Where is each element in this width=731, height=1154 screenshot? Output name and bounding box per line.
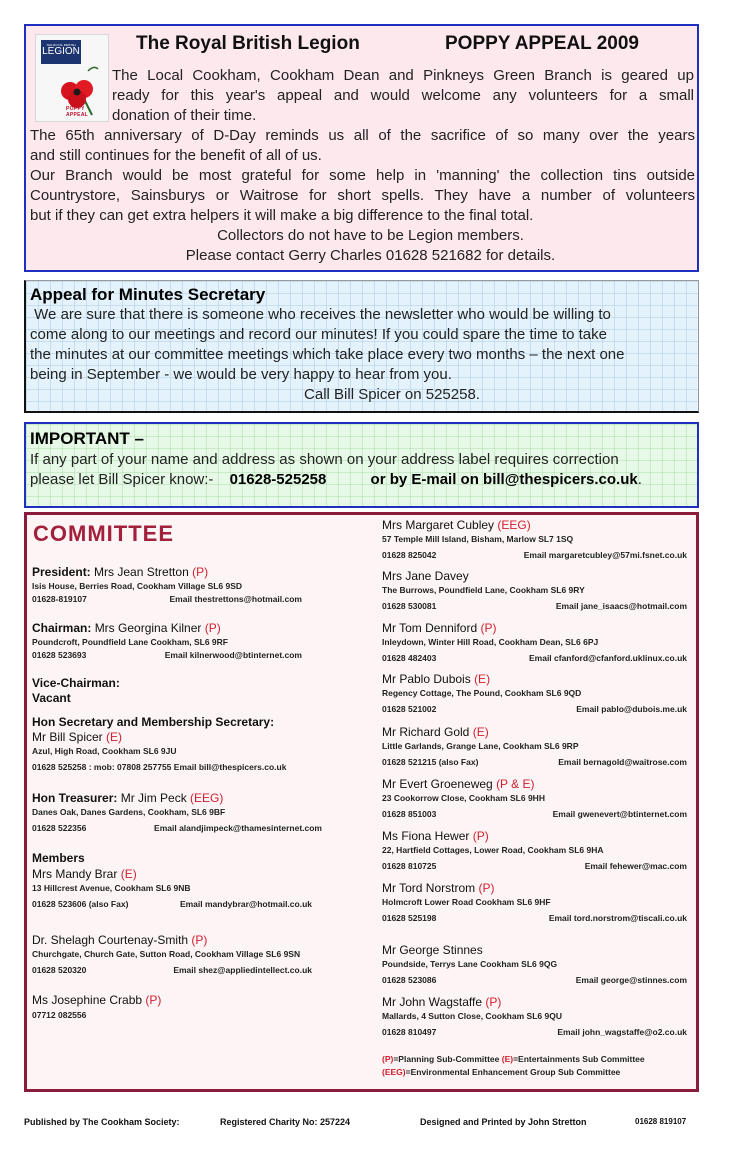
treasurer-email[interactable]: Email alandjimpeck@thamesinternet.com: [154, 823, 322, 833]
important-box: [24, 422, 699, 508]
member-tag: (E): [474, 672, 491, 686]
key-code: (P): [382, 1054, 394, 1064]
member-address: Mallards, 4 Sutton Close, Cookham SL6 9QU: [382, 1011, 562, 1021]
member-name: Mrs Jane Davey: [382, 569, 469, 583]
member-phone: 01628 825042: [382, 550, 437, 560]
president-address: Isis House, Berries Road, Cookham Village SL6 9SD: [32, 581, 243, 591]
member-email[interactable]: Email fehewer@mac.com: [584, 861, 687, 871]
vice-chairman-value: Vacant: [32, 691, 71, 705]
member-address: The Burrows, Poundfield Lane, Cookham SL6 9RY: [382, 585, 585, 595]
member-address: Churchgate, Church Gate, Sutton Road, Cookham Village SL6 9SN: [32, 949, 301, 959]
chairman-entry: [32, 621, 332, 662]
member-entry: [32, 993, 332, 1022]
treasurer-role: Hon Treasurer:: [32, 791, 118, 805]
member-tag: (P): [145, 993, 162, 1007]
member-name: Mr Tom Denniford: [382, 621, 478, 635]
logo-text: LEGION: [42, 46, 80, 57]
member-entry: [382, 621, 687, 665]
important-heading: IMPORTANT –: [30, 429, 144, 448]
member-address: Poundside, Terrys Lane Cookham SL6 9QG: [382, 959, 558, 969]
legion-title: The Royal British Legion: [136, 33, 360, 54]
president-role: President:: [32, 565, 91, 579]
member-address: Inleydown, Winter Hill Road, Cookham Dean, SL6 6PJ: [382, 637, 599, 647]
chairman-email[interactable]: Email kilnerwood@btinternet.com: [164, 650, 302, 660]
chairman-name: Mrs Georgina Kilner: [94, 621, 202, 635]
poppy-intro: [112, 66, 694, 126]
treasurer-tag: (EEG): [190, 791, 224, 805]
key-line: [382, 1053, 687, 1066]
member-name: Dr. Shelagh Courtenay-Smith: [32, 933, 189, 947]
member-entry: [382, 829, 687, 873]
member-name: Mr George Stinnes: [382, 943, 483, 957]
member-tag: (P): [472, 829, 489, 843]
committee-left-column: [32, 515, 332, 1085]
member-phone: 01628 523086: [382, 975, 437, 985]
member-phone: 01628 523606 (also Fax): [32, 899, 129, 909]
member-email[interactable]: Email george@stinnes.com: [575, 975, 687, 985]
member-tag: (P): [485, 995, 502, 1009]
vice-chairman-role: Vice-Chairman:: [32, 676, 120, 690]
key-text: =Environmental Enhancement Group Sub Committee: [405, 1067, 621, 1077]
member-email[interactable]: Email jane_isaacs@hotmail.com: [555, 601, 687, 611]
body-line: and still continues for the benefit of all of us.: [30, 147, 322, 164]
member-phone: 01628 482403: [382, 653, 437, 663]
chairman-address: Poundcroft, Poundfield Lane Cookham, SL6 9RF: [32, 637, 228, 647]
important-phone: 01628-525258: [229, 471, 327, 488]
members-heading: Members: [32, 851, 85, 865]
minutes-secretary-box: [24, 280, 699, 413]
member-tag: (E): [472, 725, 489, 739]
president-tag: (P): [192, 565, 209, 579]
members-heading-entry: [32, 851, 332, 866]
royal-british-legion-logo: [35, 34, 109, 122]
key-code: (EEG): [382, 1067, 406, 1077]
contact-gerry: Please contact Gerry Charles 01628 521682 for details.: [185, 247, 556, 264]
logo-tagline: POPPY APPEAL: [66, 106, 89, 118]
secretary-entry: [32, 715, 332, 774]
member-name: Ms Josephine Crabb: [32, 993, 143, 1007]
committee-title: COMMITTEE: [33, 521, 174, 546]
secretary-address: Azul, High Road, Cookham SL6 9JU: [32, 746, 177, 756]
key-code: (E): [501, 1054, 514, 1064]
member-tag: (E): [120, 867, 137, 881]
member-phone: 01628 810725: [382, 861, 437, 871]
secretary-tag: (E): [106, 730, 123, 744]
president-entry: [32, 565, 332, 606]
member-name: Ms Fiona Hewer: [382, 829, 470, 843]
member-email[interactable]: Email mandybrar@hotmail.co.uk: [179, 899, 312, 909]
key-line: [382, 1066, 687, 1079]
chairman-role: Chairman:: [32, 621, 92, 635]
member-entry: [382, 672, 687, 716]
member-phone: 01628 521215 (also Fax): [382, 757, 479, 767]
member-entry: [382, 881, 687, 925]
chairman-phone: 01628 523693: [32, 650, 87, 660]
member-entry: [382, 725, 687, 769]
member-entry: [382, 569, 687, 613]
important-period: .: [637, 471, 642, 488]
member-address: Little Garlands, Grange Lane, Cookham SL6 9RP: [382, 741, 579, 751]
intro-line: donation of their time.: [112, 107, 257, 124]
key-text: =Entertainments Sub Committee: [513, 1054, 645, 1064]
minutes-heading: Appeal for Minutes Secretary: [30, 285, 266, 304]
member-phone: 01628 520320: [32, 965, 87, 975]
member-name: Mr Pablo Dubois: [382, 672, 471, 686]
member-tag: (P): [480, 621, 497, 635]
member-email[interactable]: Email bernagold@waitrose.com: [558, 757, 687, 767]
footer-charity: Registered Charity No: 257224: [220, 1117, 351, 1127]
president-email[interactable]: Email thestrettons@hotmail.com: [169, 594, 302, 604]
member-address: 22, Hartfield Cottages, Lower Road, Cookham SL6 9HA: [382, 845, 604, 855]
collectors-note: Collectors do not have to be Legion members.: [217, 227, 524, 244]
member-entry: [382, 943, 687, 987]
member-tag: (EEG): [497, 518, 531, 532]
member-name: Mr Tord Norstrom: [382, 881, 476, 895]
member-email[interactable]: Email tord.norstrom@tiscali.co.uk: [548, 913, 687, 923]
chairman-tag: (P): [204, 621, 221, 635]
poppy-body: [30, 126, 695, 266]
important-line: If any part of your name and address as shown on your address label requires correction: [30, 451, 619, 468]
intro-line: ready for this year's appeal and would welcome any volunteers for a small: [112, 87, 694, 104]
member-address: 57 Temple Mill Island, Bisham, Marlow SL7 1SQ: [382, 534, 574, 544]
body-line: but if they can get extra helpers it will make a big difference to the final total.: [30, 207, 534, 224]
footer: [24, 1117, 704, 1131]
member-phone: 01628 525198: [382, 913, 437, 923]
key-text: =Planning Sub-Committee: [393, 1054, 500, 1064]
logo-small-text: THE ROYAL BRITISH: [46, 43, 76, 47]
member-name: Mr Evert Groeneweg: [382, 777, 493, 791]
secretary-phone: 01628 525258 : mob: 07808 257755 Email bill@thespicers.co.uk: [32, 762, 287, 772]
member-email[interactable]: Email john_wagstaffe@o2.co.uk: [557, 1027, 687, 1037]
minutes-line: come along to our meetings and record our minutes! If you could spare the time to take: [30, 326, 607, 343]
minutes-line: We are sure that there is someone who receives the newsletter who would be willing to: [30, 306, 611, 323]
committee-box: [24, 512, 699, 1092]
treasurer-name: Mr Jim Peck: [120, 791, 187, 805]
member-entry: [32, 867, 332, 911]
member-entry: [32, 933, 332, 977]
member-entry: [382, 777, 687, 821]
body-line: Countrystore, Sainsburys or Waitrose for short spells. They have a number of volunteers: [30, 187, 695, 204]
member-name: Mr Richard Gold: [382, 725, 470, 739]
treasurer-address: Danes Oak, Danes Gardens, Cookham, SL6 9BF: [32, 807, 226, 817]
member-phone: 01628 851003: [382, 809, 437, 819]
minutes-line: the minutes at our committee meetings which take place every two months – the next one: [30, 346, 625, 363]
vice-chairman-entry: [32, 676, 332, 706]
footer-published: Published by The Cookham Society:: [24, 1117, 180, 1127]
member-email[interactable]: Email shez@appliedintellect.co.uk: [173, 965, 312, 975]
member-name: Mrs Margaret Cubley: [382, 518, 495, 532]
footer-phone: 01628 819107: [635, 1117, 687, 1126]
member-phone: 01628 521002: [382, 704, 437, 714]
member-phone: 01628 810497: [382, 1027, 437, 1037]
important-line-2: [30, 470, 642, 490]
body-line: Our Branch would be most grateful for some help in 'manning' the collection tins outside: [30, 167, 695, 184]
intro-line: The Local Cookham, Cookham Dean and Pinkneys Green Branch is geared up: [112, 67, 694, 84]
member-tag: (P): [478, 881, 495, 895]
member-name: Mrs Mandy Brar: [32, 867, 118, 881]
member-tag: (P): [191, 933, 208, 947]
president-phone: 01628-819107: [32, 594, 87, 604]
important-prefix: please let Bill Spicer know:-: [30, 471, 214, 488]
member-email[interactable]: Email gwenevert@btinternet.com: [552, 809, 687, 819]
committee-key: [382, 1053, 687, 1079]
minutes-line: being in September - we would be very happy to hear from you.: [30, 366, 452, 383]
treasurer-phone: 01628 522356: [32, 823, 87, 833]
important-body: [30, 450, 642, 490]
member-entry: [382, 518, 687, 562]
footer-designed: Designed and Printed by John Stretton: [420, 1117, 587, 1127]
member-phone: 01628 530081: [382, 601, 437, 611]
treasurer-entry: [32, 791, 332, 835]
secretary-name: Mr Bill Spicer: [32, 730, 103, 744]
member-email[interactable]: Email margaretcubley@57mi.fsnet.co.uk: [523, 550, 687, 560]
member-email[interactable]: Email cfanford@cfanford.uklinux.co.uk: [528, 653, 687, 663]
appeal-title: POPPY APPEAL 2009: [445, 33, 639, 54]
body-line: The 65th anniversary of D-Day reminds us all of the sacrifice of so many over the years: [30, 127, 695, 144]
member-entry: [382, 995, 687, 1039]
minutes-body: [30, 305, 694, 405]
member-address: 23 Cookorrow Close, Cookham SL6 9HH: [382, 793, 545, 803]
president-name: Mrs Jean Stretton: [94, 565, 189, 579]
member-address: 13 Hillcrest Avenue, Cookham SL6 9NB: [32, 883, 191, 893]
member-tag: (P & E): [496, 777, 535, 791]
member-phone: 07712 082556: [32, 1010, 87, 1020]
member-address: Regency Cottage, The Pound, Cookham SL6 9QD: [382, 688, 582, 698]
secretary-role: Hon Secretary and Membership Secretary:: [32, 715, 275, 729]
poppy-appeal-box: [24, 24, 699, 272]
committee-right-column: [382, 515, 687, 1085]
important-email[interactable]: or by E-mail on bill@thespicers.co.uk: [370, 471, 638, 488]
member-name: Mr John Wagstaffe: [382, 995, 483, 1009]
call-bill: Call Bill Spicer on 525258.: [304, 386, 480, 403]
member-email[interactable]: Email pablo@dubois.me.uk: [576, 704, 687, 714]
member-address: Holmcroft Lower Road Cookham SL6 9HF: [382, 897, 551, 907]
